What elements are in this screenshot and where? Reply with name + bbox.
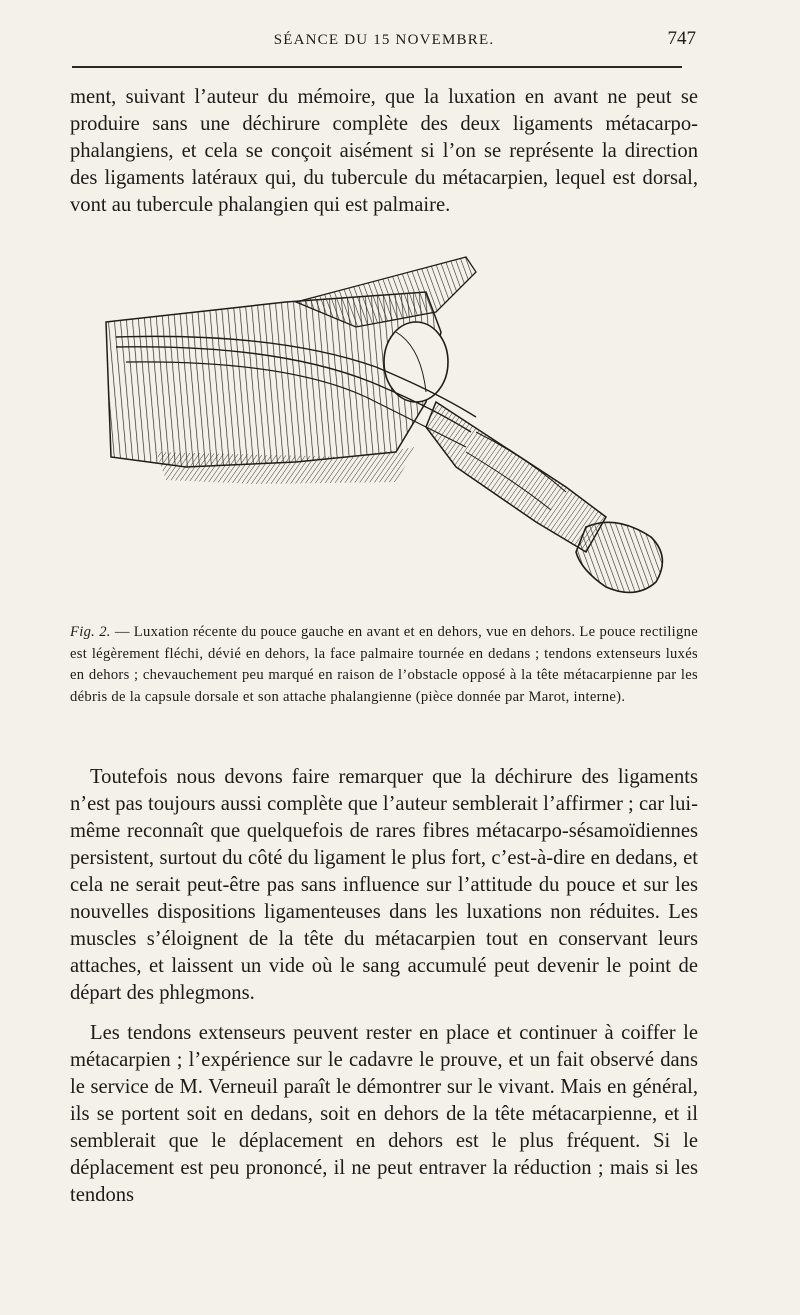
figure-caption <box>70 622 698 708</box>
figure-label: Fig. 2. <box>70 624 111 640</box>
paragraph-continued: ment, suivant l’auteur du mémoire, que la luxation en avant ne peut se produire sans une déchirure complète des deux ligaments métacarpo-phalangiens, et cela se conçoit aisément si l’on se représente la direction des ligaments latéraux qui, du tubercule du métacarpien, lequel est dorsal, vont au tubercule phalangien qui est palmaire. <box>70 86 698 216</box>
running-title: SÉANCE DU 15 NOVEMBRE. <box>273 32 495 48</box>
paragraph-toutefois: Toutefois nous devons faire remarquer que la déchirure des ligaments n’est pas toujours aussi complète que l’auteur semblerait l’affirmer ; car lui-même reconnaît que quelquefois de rares fibres métacarpo-sésamoïdiennes persistent, surtout du côté du ligament le plus fort, c’est-à-dire en dedans, et cela ne serait peut-être pas sans influence sur l’attitude du pouce et sur les nouvelles dispositions ligamenteuses dans les luxations non réduites. Les muscles s’éloignent de la tête du métacarpien tout en conservant leurs attaches, et laissent un vide où le sang accumulé peut devenir le point de départ des phlegmons. <box>70 766 698 1004</box>
thumb-luxation-engraving <box>96 252 676 612</box>
page-number: 747 <box>667 28 696 49</box>
paragraph-tendons: Les tendons extenseurs peuvent rester en place et continuer à coiffer le métacarpien ; l’expérience sur le cadavre le prouve, et un fait observé dans le service de M. Verneuil paraît le démontrer sur le vivant. Mais en général, ils se portent soit en dedans, soit en dehors de la tête métacarpienne, et il semblerait que le déplacement en dehors est le plus fréquent. Si le déplacement est peu prononcé, il ne peut entraver la réduction ; mais si les tendons <box>70 1022 698 1206</box>
header-rule <box>72 66 682 68</box>
figure-caption-text: — Luxation récente du pouce gauche en avant et en dehors, vue en dehors. Le pouce rectiligne est légèrement fléchi, dévié en dehors, la face palmaire tournée en dedans ; tendons extenseurs luxés en dehors ; chevauchement peu marqué en raison de l’obstacle opposé à la tête métacarpienne par les débris de la capsule dorsale et son attache phalangienne (pièce donnée par Marot, interne). <box>70 624 699 705</box>
running-head <box>70 28 698 58</box>
